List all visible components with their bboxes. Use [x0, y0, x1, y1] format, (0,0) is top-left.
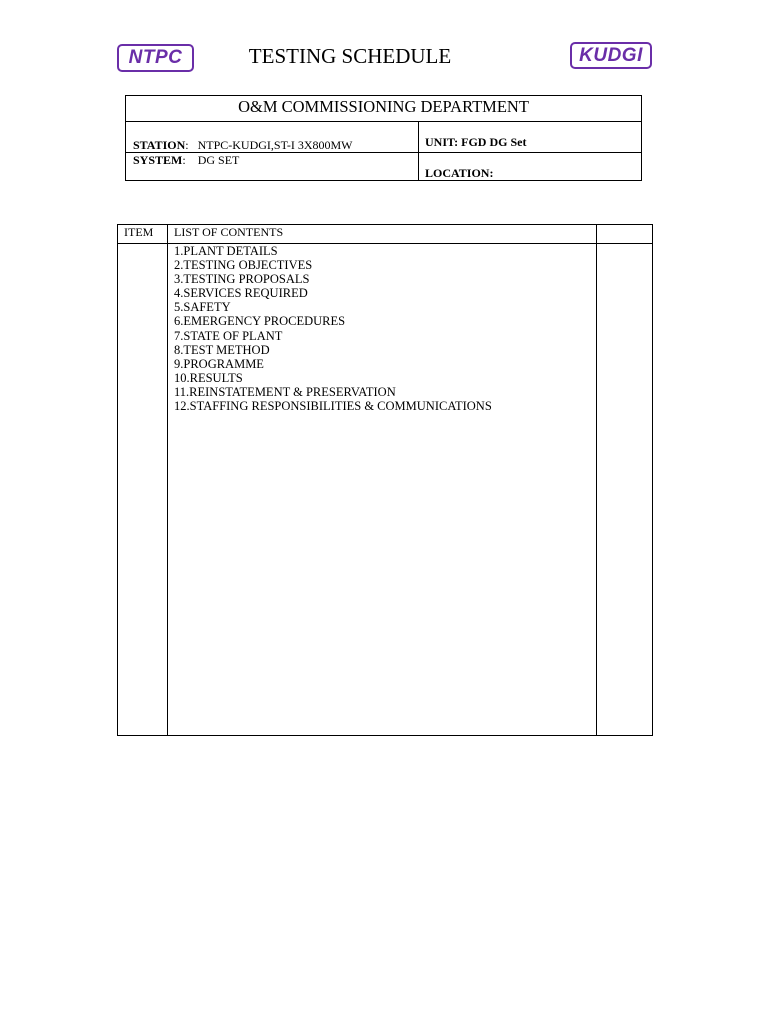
system-field [133, 153, 239, 167]
ntpc-logo: NTPC [117, 44, 194, 72]
list-item: 8.TEST METHOD [174, 342, 270, 357]
list-item: 10.RESULTS [174, 370, 243, 385]
list-item: 1.PLANT DETAILS [174, 244, 278, 258]
list-item: 9.PROGRAMME [174, 356, 264, 371]
system-separator: : [182, 153, 186, 167]
unit-value: FGD DG Set [461, 135, 527, 149]
list-item: 2.TESTING OBJECTIVES [174, 258, 313, 273]
location-field [425, 166, 493, 180]
station-value: NTPC-KUDGI,ST-I 3X800MW [197, 138, 353, 152]
list-item: 6.EMERGENCY PROCEDURES [174, 314, 346, 329]
column-header-item: ITEM [124, 225, 154, 239]
station-field [133, 138, 352, 152]
unit-field [425, 135, 526, 149]
station-label: STATION [133, 138, 186, 152]
column-header-list: LIST OF CONTENTS [174, 225, 284, 239]
contents-table [117, 224, 653, 736]
list-item: 5.SAFETY [174, 300, 231, 315]
list-item: 4.SERVICES REQUIRED [174, 286, 308, 301]
location-label: LOCATION: [425, 166, 494, 180]
column-divider [167, 225, 168, 735]
kudgi-logo: KUDGI [570, 42, 652, 69]
list-item: 3.TESTING PROPOSALS [174, 272, 310, 287]
department-title: O&M COMMISSIONING DEPARTMENT [126, 96, 641, 122]
column-divider [596, 225, 597, 735]
system-value: DG SET [197, 153, 240, 167]
station-separator: : [185, 138, 189, 152]
unit-label: UNIT: [425, 135, 459, 149]
page-title: TESTING SCHEDULE [248, 44, 452, 68]
list-item: 12.STAFFING RESPONSIBILITIES & COMMUNICATIONS [174, 399, 492, 414]
info-box [125, 95, 642, 181]
list-item: 11.REINSTATEMENT & PRESERVATION [174, 384, 396, 399]
list-item: 7.STATE OF PLANT [174, 328, 283, 343]
contents-list [174, 244, 492, 413]
system-label: SYSTEM [133, 153, 183, 167]
